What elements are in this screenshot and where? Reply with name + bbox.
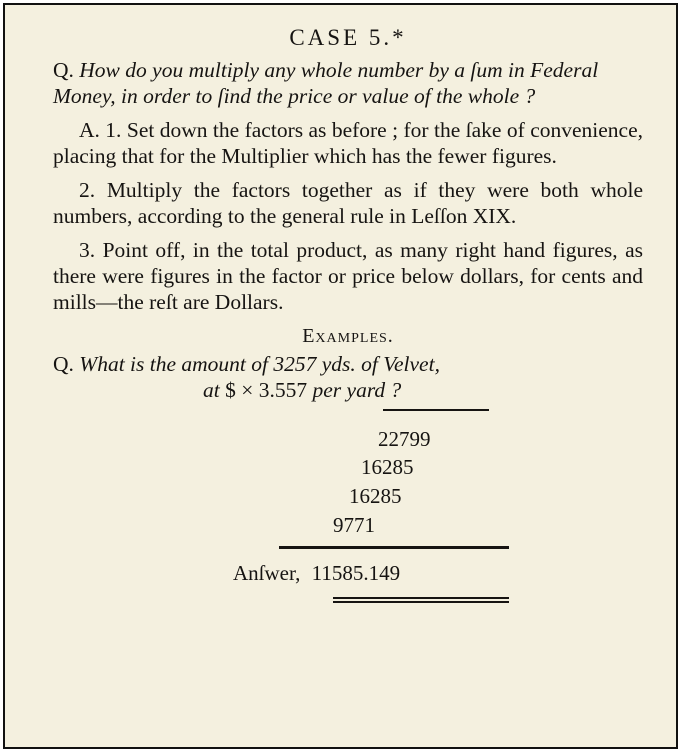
example-at: at [203,378,220,402]
examples-heading: Examples. [302,325,394,347]
book-page [53,25,644,585]
question-prefix: Q. [53,58,74,82]
answer-value: 11585.149 [311,561,401,585]
divider-rule [383,409,489,411]
partial-product: 16285 [361,455,414,479]
answer-label: Anſwer, [233,561,301,585]
example-question-line-2 [203,377,643,403]
example-price: 3.557 [258,378,308,402]
example-question-text: What is the amount of 3257 yds. of Velvet, [79,352,440,376]
multiply-sign: × [241,378,254,402]
dollar-sign-icon: $ [225,378,236,402]
page-frame [3,3,678,749]
answer-step-label: A. 1. [79,118,122,142]
partial-product: 22799 [378,427,431,451]
partial-product: 9771 [333,513,375,537]
answer-step-3 [53,237,643,315]
example-per-yard: per yard ? [312,378,402,402]
answer-step-label: 3. [79,238,96,262]
question [53,57,643,109]
example-question-line-1 [53,351,643,377]
answer-step-text: Point off, in the total product, as many right hand figures, as there were figures in the factor or price below dollars, for cents and mills—the reſt are Dollars. [53,238,644,314]
divider-rule [279,546,509,549]
example-question-prefix: Q. [53,352,74,376]
answer-step-text: Set down the factors as before ; for the ſake of convenience, placing that for the Multiplier which has the fewer figures. [53,118,644,168]
answer-step-label: 2. [79,178,96,202]
question-text: How do you multiply any whole number by a ſum in Federal Money, in order to ſind the price or value of the whole ? [53,58,599,108]
double-rule [333,597,509,603]
case-title: CASE 5.* [289,25,407,50]
answer-step-text: Multiply the factors together as if they were both whole numbers, according to the general rule in Leſſon XIX. [53,178,644,228]
answer-step-1 [53,117,643,169]
answer-step-2 [53,177,643,229]
answer-row [233,559,400,587]
partial-product: 16285 [349,484,402,508]
